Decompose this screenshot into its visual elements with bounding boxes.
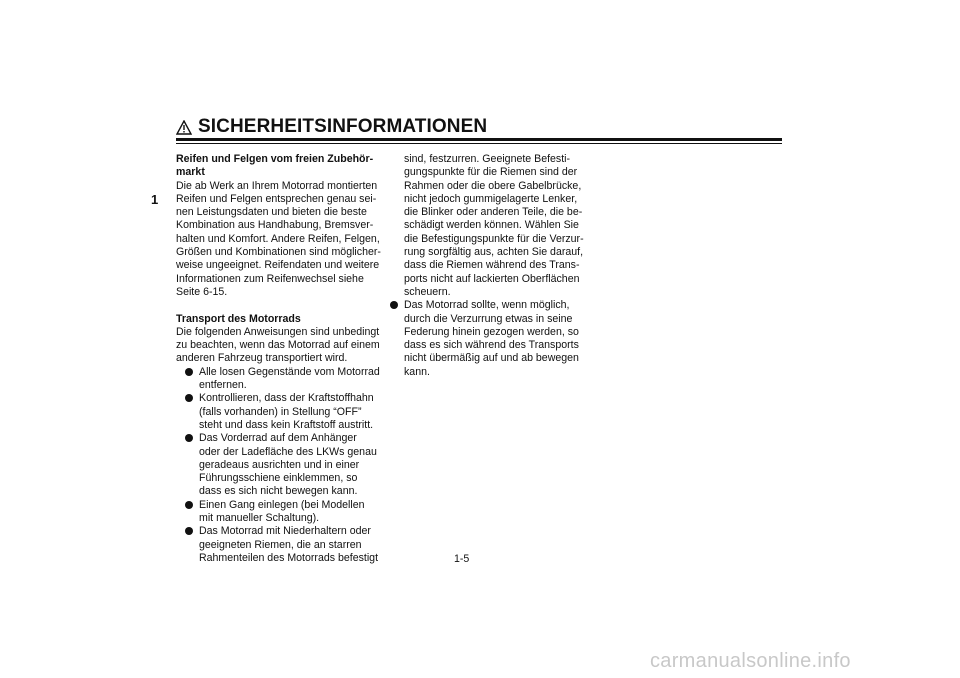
body-line: Die folgenden Anweisungen sind unbedingt xyxy=(176,325,380,338)
body-line: Informationen zum Reifenwechsel siehe xyxy=(176,272,364,285)
section-heading: markt xyxy=(176,166,205,179)
bullet-line: oder der Ladefläche des LKWs genau xyxy=(199,445,377,458)
bullet-item xyxy=(176,525,379,565)
body-line: dass die Riemen während des Trans- xyxy=(404,259,580,272)
watermark: carmanualsonline.info xyxy=(650,650,851,672)
right-column xyxy=(390,153,590,379)
bullet-item xyxy=(176,392,376,432)
bullet-line: nicht übermäßig auf und ab bewegen xyxy=(404,352,579,365)
bullet-line: dass es sich nicht bewegen kann. xyxy=(199,485,358,498)
bullet-line: dass es sich während des Transports xyxy=(404,339,579,352)
body-line: die Befestigungspunkte für die Verzur- xyxy=(404,232,584,245)
bullet-line: Das Motorrad sollte, wenn möglich, xyxy=(404,299,570,312)
header-rule-thin xyxy=(176,143,782,144)
left-column xyxy=(176,153,381,565)
bullet-item xyxy=(176,499,376,526)
bullet-continuation xyxy=(390,153,590,299)
bullet-item xyxy=(176,365,380,393)
page-header xyxy=(176,117,782,143)
section-heading: Transport des Motorrads xyxy=(176,312,301,325)
body-line: Rahmen oder die obere Gabelbrücke, xyxy=(404,179,582,192)
body-line: Reifen und Felgen entsprechen genau sei- xyxy=(176,192,377,205)
body-line: Kombination aus Handhabung, Bremsver- xyxy=(176,219,374,232)
body-line: sind, festzurren. Geeignete Befesti- xyxy=(404,153,571,165)
bullet-line: Alle losen Gegenstände vom Motorrad xyxy=(199,365,380,378)
bullet-line: geradeaus ausrichten und in einer xyxy=(199,458,360,471)
body-line: schädigt werden können. Wählen Sie xyxy=(404,219,579,232)
bullet-line: Führungsschiene einklemmen, so xyxy=(199,472,358,485)
bullet-line: Rahmenteilen des Motorrads befestigt xyxy=(199,551,379,564)
body-line: weise ungeeignet. Reifendaten und weitere xyxy=(176,259,380,272)
page-number: 1-5 xyxy=(454,553,470,565)
header-rule-thick xyxy=(176,138,782,141)
body-line: Größen und Kombinationen sind möglicher- xyxy=(176,246,381,259)
bullet-dot-icon xyxy=(185,501,193,509)
paragraph-gap xyxy=(176,299,376,312)
bullet-line: (falls vorhanden) in Stellung “OFF” xyxy=(199,405,362,418)
bullet-dot-icon xyxy=(185,368,193,376)
bullet-line: geeigneten Riemen, die an starren xyxy=(199,538,362,551)
body-line: nicht jedoch gummigelagerte Lenker, xyxy=(404,192,578,205)
bullet-line: entfernen. xyxy=(199,379,247,392)
chapter-tab: 1 xyxy=(151,192,159,207)
body-line: rung sorgfältig aus, achten Sie darauf, xyxy=(404,246,584,259)
body-line: anderen Fahrzeug transportiert wird. xyxy=(176,352,348,365)
body-line: gungspunkte für die Riemen sind der xyxy=(404,166,578,179)
bullet-line: Einen Gang einlegen (bei Modellen xyxy=(199,498,365,511)
bullet-line: mit manueller Schaltung). xyxy=(199,512,320,525)
bullet-item xyxy=(390,299,590,379)
body-line: ports nicht auf lackierten Oberflächen xyxy=(404,272,580,285)
body-line: die Blinker oder anderen Teile, die be- xyxy=(404,206,583,219)
bullet-item xyxy=(176,432,376,498)
body-line: Die ab Werk an Ihrem Motorrad montierten xyxy=(176,179,378,192)
bullet-line: Federung hinein gezogen werden, so xyxy=(404,325,579,338)
body-line: scheuern. xyxy=(404,285,451,298)
bullet-line: kann. xyxy=(404,365,430,378)
body-line: halten und Komfort. Andere Reifen, Felgen, xyxy=(176,232,380,245)
page-title: SICHERHEITSINFORMATIONEN xyxy=(198,116,488,137)
bullet-line: steht und dass kein Kraftstoff austritt. xyxy=(199,418,374,431)
bullet-line: Das Motorrad mit Niederhaltern oder xyxy=(199,525,371,538)
body-line: nen Leistungsdaten und bieten die beste xyxy=(176,206,367,219)
body-line: Seite 6-15. xyxy=(176,285,228,298)
warning-triangle-icon xyxy=(176,120,192,135)
body-line: zu beachten, wenn das Motorrad auf einem xyxy=(176,339,380,352)
bullet-line: durch die Verzurrung etwas in seine xyxy=(404,312,573,325)
section-heading: Reifen und Felgen vom freien Zubehör- xyxy=(176,153,374,165)
bullet-line: Kontrollieren, dass der Kraftstoffhahn xyxy=(199,392,374,405)
bullet-line: Das Vorderrad auf dem Anhänger xyxy=(199,432,357,445)
